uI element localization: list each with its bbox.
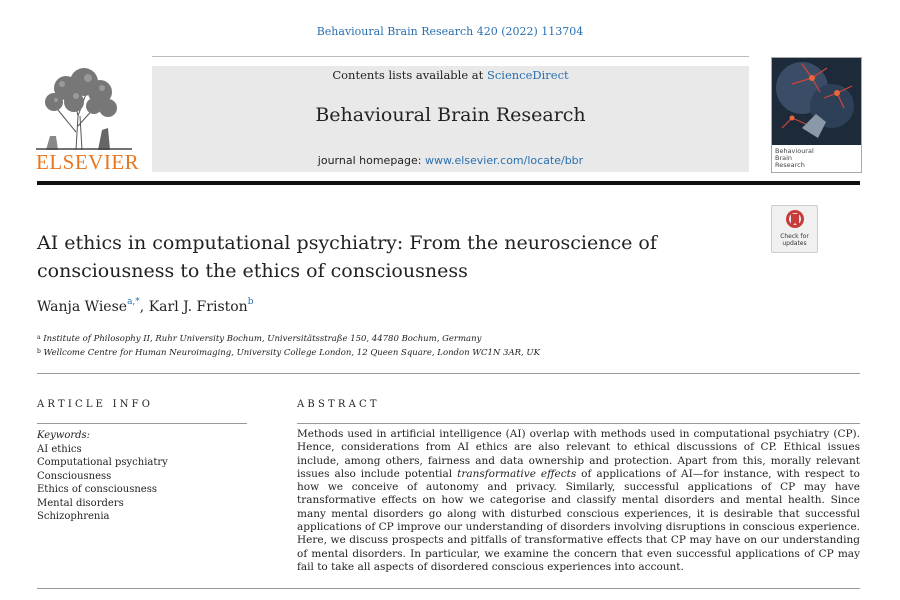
affiliation-key: a xyxy=(37,334,41,341)
abstract-emphasis: transformative effects xyxy=(457,467,577,480)
author-name[interactable]: Karl J. Friston xyxy=(148,299,248,315)
contents-prefix: Contents lists available at xyxy=(332,68,487,82)
author-separator: , xyxy=(139,299,149,315)
cover-caption-line-1: Behavioural xyxy=(775,147,814,155)
article-info-heading: ARTICLE INFO xyxy=(37,399,154,410)
keyword-item: AI ethics xyxy=(37,443,82,455)
author-list xyxy=(37,299,253,315)
contents-availability-line xyxy=(152,68,749,82)
article-info-divider xyxy=(37,423,247,424)
sciencedirect-link[interactable]: ScienceDirect xyxy=(486,68,569,82)
author-affiliation-marker[interactable]: b xyxy=(247,297,254,307)
cover-caption xyxy=(775,148,859,169)
affiliation-text: Institute of Philosophy II, Ruhr University Bochum, Universitätsstraße 150, 44780 Bochum, Germany xyxy=(43,334,482,344)
footer-divider xyxy=(37,588,860,589)
affiliation-a xyxy=(37,334,481,344)
abstract-text-part-2: of applications of AI—for instance, with respect to how we conceive of autonomy and privacy. Similarly, successful applications of CP may have transformative effects on how we categorise and classify mental disorders and mental health. Since many mental disorders go along with disturbed conscious experiences, it is desirable that successful applications of CP improve our understanding of disorders involving disruptions in conscious experience. Here, we discuss prospects and pitfalls of transformative effects that CP may have on our understanding of mental disorders. In particular, we examine the concern that even successful applications of CP may fail to take all aspects of disordered conscious experiences into account. xyxy=(297,467,860,573)
keywords-label: Keywords: xyxy=(37,430,91,441)
abstract-body xyxy=(297,428,860,574)
journal-homepage-line xyxy=(152,154,749,167)
check-for-updates-label: Check for updates xyxy=(780,233,809,247)
bookmark-icon xyxy=(785,209,805,235)
keywords-block xyxy=(37,429,247,524)
abstract-text-part-1: Methods used in artificial intelligence (AI) overlap with methods used in computational psychiatry (CP). Hence, considerations from AI ethics are also relevant to ethical discussions of CP. Ethical issues include, among others, fairness and data ownership and protection. Apart from this, morally relevant issues also include potential xyxy=(297,428,860,480)
cover-caption-line-3: Research xyxy=(775,161,805,169)
cover-caption-line-2: Brain xyxy=(775,154,793,162)
keyword-item: Computational psychiatry xyxy=(37,457,168,468)
journal-citation-link[interactable]: Behavioural Brain Research 420 (2022) 113704 xyxy=(316,25,584,38)
section-divider xyxy=(37,373,860,374)
citation-divider xyxy=(152,56,749,57)
header-thick-divider xyxy=(37,181,860,185)
journal-cover-thumbnail[interactable] xyxy=(771,57,862,173)
journal-title: Behavioural Brain Research xyxy=(315,104,586,126)
check-for-updates-button[interactable] xyxy=(771,205,818,253)
affiliation-text: Wellcome Centre for Human Neuroimaging, University College London, 12 Queen Square, London WC1N 3AR, UK xyxy=(43,348,540,358)
abstract-heading: ABSTRACT xyxy=(297,399,380,410)
keyword-item: Ethics of consciousness xyxy=(37,484,157,495)
keyword-item: Schizophrenia xyxy=(37,511,110,522)
cover-neuron-image xyxy=(772,58,861,145)
journal-homepage-link[interactable]: www.elsevier.com/locate/bbr xyxy=(425,154,584,167)
abstract-divider xyxy=(297,423,860,424)
keyword-item: Consciousness xyxy=(37,470,112,482)
author-affiliation-marker[interactable]: a,* xyxy=(127,297,140,307)
affiliation-b xyxy=(37,348,540,358)
homepage-prefix: journal homepage: xyxy=(317,154,425,167)
elsevier-wordmark: ELSEVIER xyxy=(36,150,140,174)
journal-masthead xyxy=(152,66,749,172)
keyword-list xyxy=(37,443,247,524)
keyword-item: Mental disorders xyxy=(37,497,124,509)
author-name[interactable]: Wanja Wiese xyxy=(37,299,128,315)
article-title: AI ethics in computational psychiatry: From the neuroscience of consciousness to the ethics of consciousness xyxy=(37,232,657,282)
affiliation-key: b xyxy=(37,348,41,355)
